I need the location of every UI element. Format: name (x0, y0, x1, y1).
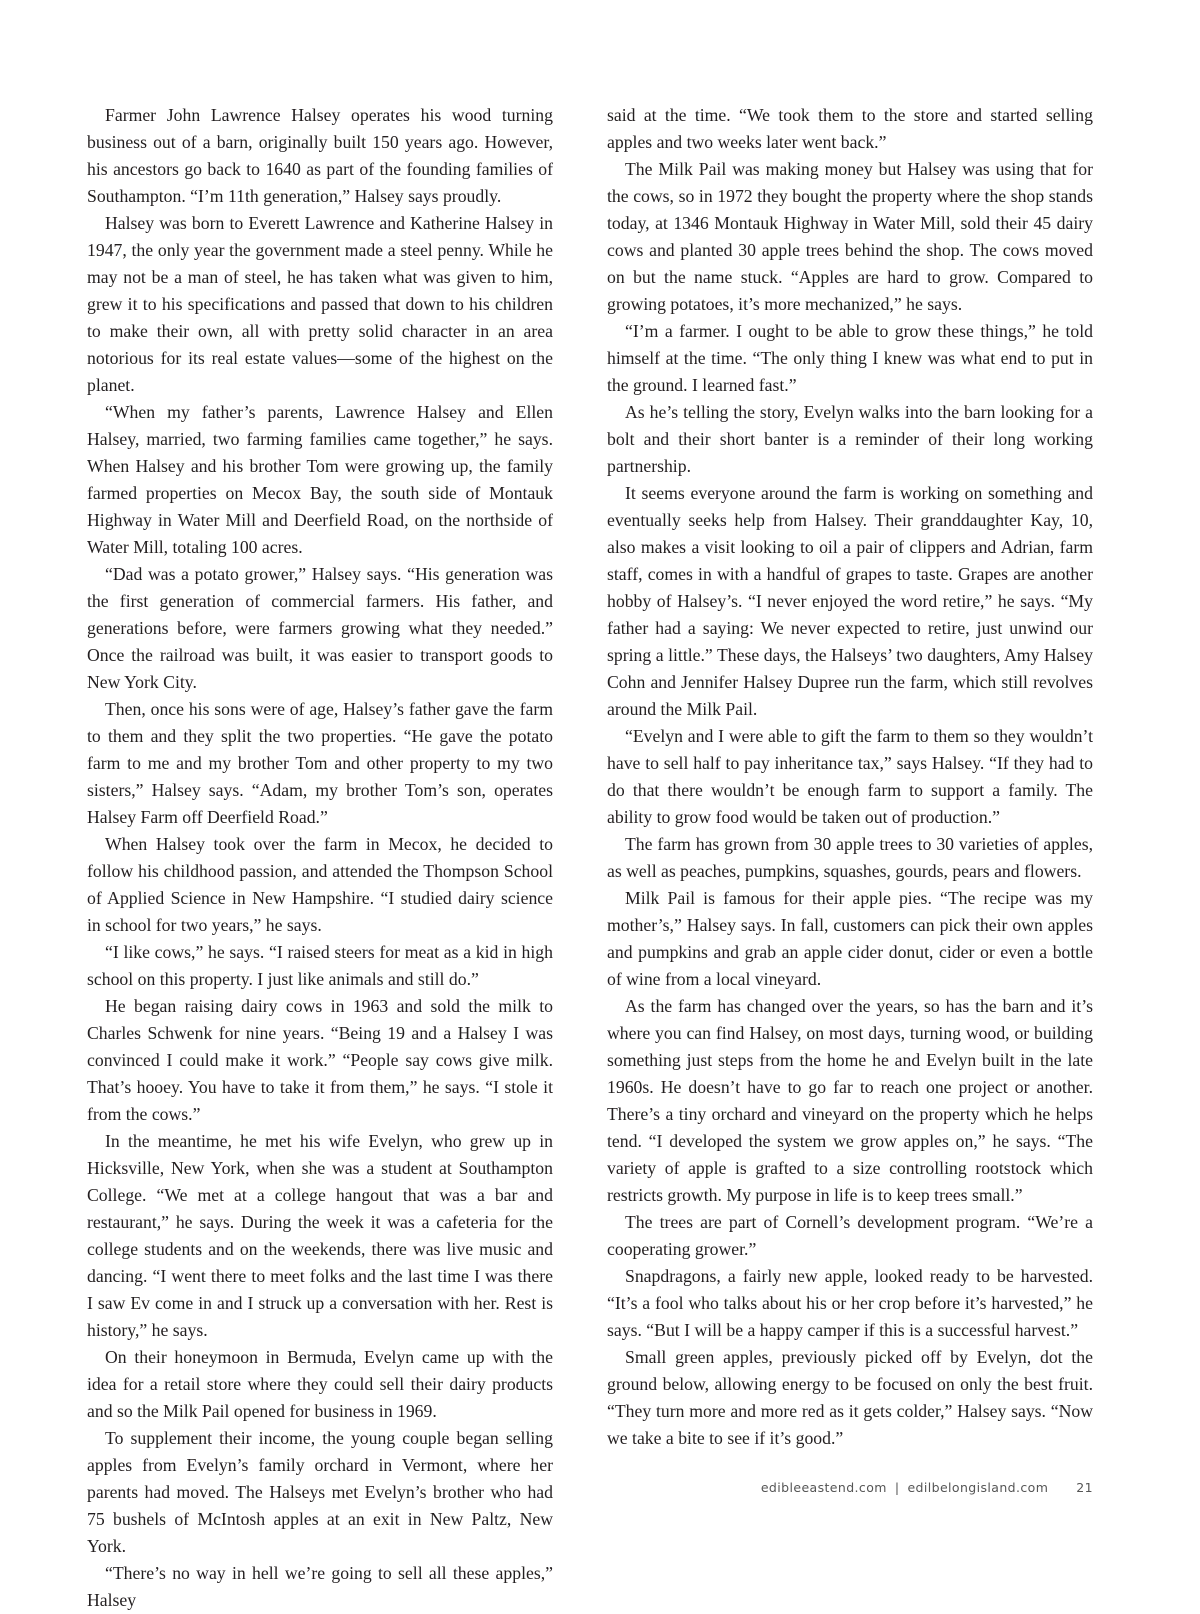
paragraph: “I’m a farmer. I ought to be able to grow these things,” he told himself at the time. “The only thing I knew was what end to put in the ground. I learned fast.” (607, 321, 1093, 395)
page-number: 21 (1076, 1480, 1093, 1495)
paragraph: Small green apples, previously picked off by Evelyn, dot the ground below, allowing energy to be focused on only the best fruit. “They turn more and more red as it gets colder,” Halsey says. “Now we take a bite to see if it’s good.” (607, 1347, 1093, 1448)
paragraph: As the farm has changed over the years, so has the barn and it’s where you can find Halsey, on most days, turning wood, or building something just steps from the home he and Evelyn built in the late 1960s. He doesn’t have to go far to reach one project or another. There’s a tiny orchard and vineyard on the property which he helps tend. “I developed the system we grow apples on,” he says. “The variety of apple is grafted to a size controlling rootstock which restricts growth. My purpose in life is to keep trees small.” (607, 996, 1093, 1205)
paragraph: “There’s no way in hell we’re going to sell all these apples,” Halsey (87, 1563, 553, 1610)
footer-site-link-longisland[interactable]: edilbelongisland.com (907, 1480, 1049, 1495)
page-footer (600, 1480, 1093, 1495)
paragraph: He began raising dairy cows in 1963 and sold the milk to Charles Schwenk for nine years. “Being 19 and a Halsey I was convinced I could make it work.” “People say cows give milk. That’s hooey. You have to take it from them,” he says. “I stole it from the cows.” (87, 996, 553, 1124)
paragraph: On their honeymoon in Bermuda, Evelyn came up with the idea for a retail store where they could sell their dairy products and so the Milk Pail opened for business in 1969. (87, 1347, 553, 1421)
paragraph: Farmer John Lawrence Halsey operates his wood turning business out of a barn, originally built 150 years ago. However, his ancestors go back to 1640 as part of the founding families of Southampton. “I’m 11th generation,” Halsey says proudly. (87, 105, 553, 206)
paragraph-continued: said at the time. “We took them to the store and started selling apples and two weeks later went back.” (607, 105, 1093, 152)
paragraph: The farm has grown from 30 apple trees to 30 varieties of apples, as well as peaches, pumpkins, squashes, gourds, pears and flowers. (607, 834, 1093, 881)
paragraph: “Dad was a potato grower,” Halsey says. “His generation was the first generation of commercial farmers. His father, and generations before, were farmers growing what they needed.” Once the railroad was built, it was easier to transport goods to New York City. (87, 564, 553, 692)
article-column-right (607, 102, 1093, 1452)
paragraph: The Milk Pail was making money but Halsey was using that for the cows, so in 1972 they bought the property where the shop stands today, at 1346 Montauk Highway in Water Mill, sold their 45 dairy cows and planted 30 apple trees behind the shop. The cows moved on but the name stuck. “Apples are hard to grow. Compared to growing potatoes, it’s more mechanized,” he says. (607, 159, 1093, 314)
article-column-left (87, 102, 553, 1614)
paragraph: To supplement their income, the young couple began selling apples from Evelyn’s family orchard in Vermont, where her parents had moved. The Halseys met Evelyn’s brother who had 75 bushels of McIntosh apples at an exit in New Paltz, New York. (87, 1428, 553, 1556)
paragraph: The trees are part of Cornell’s development program. “We’re a cooperating grower.” (607, 1212, 1093, 1259)
paragraph: When Halsey took over the farm in Mecox, he decided to follow his childhood passion, and attended the Thompson School of Applied Science in New Hampshire. “I studied dairy science in school for two years,” he says. (87, 834, 553, 935)
paragraph: Snapdragons, a fairly new apple, looked ready to be harvested. “It’s a fool who talks about his or her crop before it’s harvested,” he says. “But I will be a happy camper if this is a successful harvest.” (607, 1266, 1093, 1340)
paragraph: It seems everyone around the farm is working on something and eventually seeks help from Halsey. Their granddaughter Kay, 10, also makes a visit looking to oil a pair of clippers and Adrian, farm staff, comes in with a handful of grapes to taste. Grapes are another hobby of Halsey’s. “I never enjoyed the word retire,” he says. “My father had a saying: We never expected to retire, just unwind our spring a little.” These days, the Halseys’ two daughters, Amy Halsey Cohn and Jennifer Halsey Dupree run the farm, which still revolves around the Milk Pail. (607, 483, 1093, 719)
footer-site-link-eastend[interactable]: edibleeastend.com (760, 1480, 887, 1495)
paragraph: Milk Pail is famous for their apple pies. “The recipe was my mother’s,” Halsey says. In fall, customers can pick their own apples and pumpkins and grab an apple cider donut, cider or even a bottle of wine from a local vineyard. (607, 888, 1093, 989)
paragraph: As he’s telling the story, Evelyn walks into the barn looking for a bolt and their short banter is a reminder of their long working partnership. (607, 402, 1093, 476)
paragraph: “Evelyn and I were able to gift the farm to them so they wouldn’t have to sell half to pay inheritance tax,” says Halsey. “If they had to do that there wouldn’t be enough farm to support a family. The ability to grow food would be taken out of production.” (607, 726, 1093, 827)
paragraph: “When my father’s parents, Lawrence Halsey and Ellen Halsey, married, two farming families came together,” he says. When Halsey and his brother Tom were growing up, the family farmed properties on Mecox Bay, the south side of Montauk Highway in Water Mill and Deerfield Road, on the northside of Water Mill, totaling 100 acres. (87, 402, 553, 557)
paragraph: In the meantime, he met his wife Evelyn, who grew up in Hicksville, New York, when she was a student at Southampton College. “We met at a college hangout that was a bar and restaurant,” he says. During the week it was a cafeteria for the college students and on the weekends, there was live music and dancing. “I went there to meet folks and the last time I was there I saw Ev come in and I struck up a conversation with her. Rest is history,” he says. (87, 1131, 553, 1340)
paragraph: “I like cows,” he says. “I raised steers for meat as a kid in high school on this property. I just like animals and still do.” (87, 942, 553, 989)
paragraph: Then, once his sons were of age, Halsey’s father gave the farm to them and they split the two properties. “He gave the potato farm to me and my brother Tom and other property to my two sisters,” Halsey says. “Adam, my brother Tom’s son, operates Halsey Farm off Deerfield Road.” (87, 699, 553, 827)
paragraph: Halsey was born to Everett Lawrence and Katherine Halsey in 1947, the only year the government made a steel penny. While he may not be a man of steel, he has taken what was given to him, grew it to his specifications and passed that down to his children to make their own, all with pretty solid character in an area notorious for its real estate values—some of the highest on the planet. (87, 213, 553, 395)
footer-separator: | (894, 1480, 900, 1495)
